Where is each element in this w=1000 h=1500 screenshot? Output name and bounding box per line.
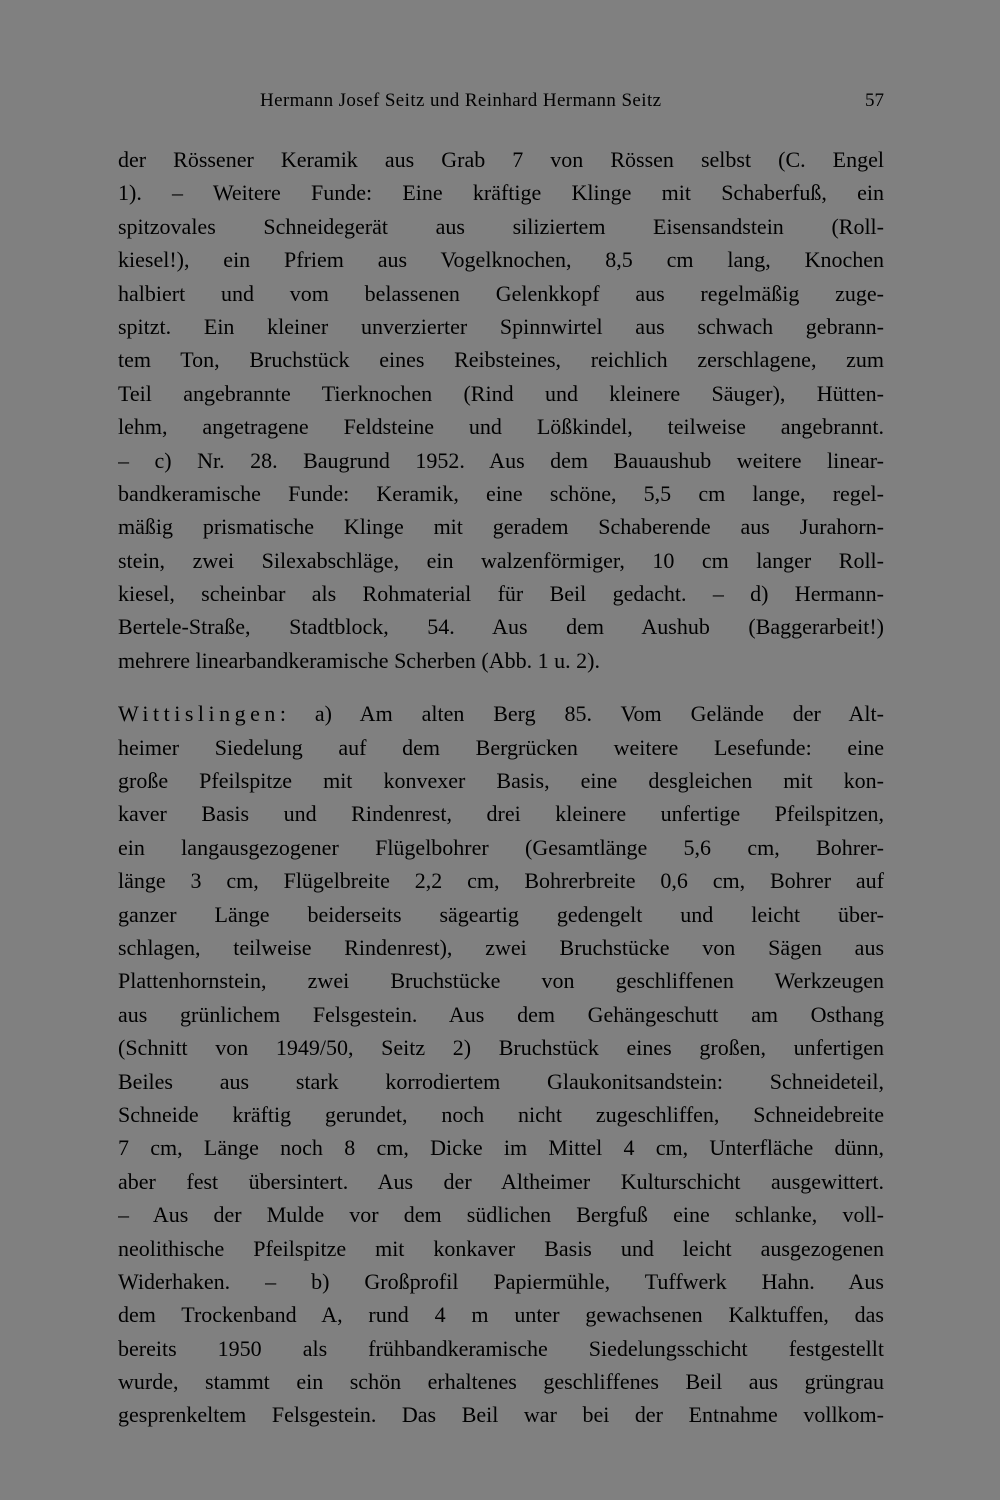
text-line: – c) Nr. 28. Baugrund 1952. Aus dem Bauaushub weitere linear-: [118, 447, 884, 473]
text-line: neolithische Pfeilspitze mit konkaver Basis und leicht ausgezogenen: [118, 1235, 884, 1261]
text-line: wurde, stammt ein schön erhaltenes geschliffenes Beil aus grüngrau: [118, 1369, 884, 1395]
running-title: Hermann Josef Seitz und Reinhard Hermann Seitz: [260, 90, 662, 111]
body-text: [118, 143, 884, 1432]
text-line: ein langausgezogener Flügelbohrer (Gesamtlänge 5,6 cm, Bohrer-: [118, 834, 884, 860]
text-line: große Pfeilspitze mit konvexer Basis, eine desgleichen mit kon-: [118, 768, 884, 794]
text-line: ganzer Länge beiderseits sägeartig gedengelt und leicht über-: [118, 901, 884, 927]
text-line: kiesel!), ein Pfriem aus Vogelknochen, 8,5 cm lang, Knochen: [118, 247, 884, 273]
text-line: 1). – Weitere Funde: Eine kräftige Klinge mit Schaberfuß, ein: [118, 180, 884, 206]
page-number: 57: [865, 90, 884, 111]
text-line: Beiles aus stark korrodiertem Glaukonitsandstein: Schneideteil,: [118, 1068, 884, 1094]
paragraph-spacer: [118, 677, 884, 697]
text-line: heimer Siedelung auf dem Bergrücken weitere Lesefunde: eine: [118, 734, 884, 760]
text-line: Teil angebrannte Tierknochen (Rind und kleinere Säuger), Hütten-: [118, 380, 884, 406]
text-line: Schneide kräftig gerundet, noch nicht zugeschliffen, Schneidebreite: [118, 1101, 884, 1127]
text-line: der Rössener Keramik aus Grab 7 von Rössen selbst (C. Engel: [118, 147, 884, 172]
text-line: mäßig prismatische Klinge mit geradem Schaberende aus Jurahorn-: [118, 514, 884, 540]
text-line: länge 3 cm, Flügelbreite 2,2 cm, Bohrerbreite 0,6 cm, Bohrer auf: [118, 868, 884, 894]
text-line: aber fest übersintert. Aus der Altheimer Kulturschicht ausgewittert.: [118, 1168, 884, 1194]
text-line: spitzt. Ein kleiner unverzierter Spinnwirtel aus schwach gebrann-: [118, 313, 884, 339]
text-line: Bertele-Straße, Stadtblock, 54. Aus dem Aushub (Baggerarbeit!): [118, 614, 884, 640]
text-line: spitzovales Schneidegerät aus siliziertem Eisensandstein (Roll-: [118, 213, 884, 239]
text-line: kaver Basis und Rindenrest, drei kleinere unfertige Pfeilspitzen,: [118, 801, 884, 827]
first-line-rest: : a) Am alten Berg 85. Vom Gelände der Alt-: [279, 701, 884, 727]
text-line: (Schnitt von 1949/50, Seitz 2) Bruchstück eines großen, unfertigen: [118, 1035, 884, 1061]
text-line: halbiert und vom belassenen Gelenkkopf aus regelmäßig zuge-: [118, 280, 884, 306]
text-line: 7 cm, Länge noch 8 cm, Dicke im Mittel 4 cm, Unterfläche dünn,: [118, 1135, 884, 1161]
text-line: gesprenkeltem Felsgestein. Das Beil war bei der Entnahme vollkom-: [118, 1402, 884, 1428]
text-line: Plattenhornstein, zwei Bruchstücke von geschliffenen Werkzeugen: [118, 968, 884, 994]
text-line: schlagen, teilweise Rindenrest), zwei Bruchstücke von Sägen aus: [118, 934, 884, 960]
place-name: Wittislingen: [118, 701, 280, 727]
text-line: – Aus der Mulde vor dem südlichen Bergfuß eine schlanke, voll-: [118, 1202, 884, 1228]
text-line: Widerhaken. – b) Großprofil Papiermühle, Tuffwerk Hahn. Aus: [118, 1268, 884, 1294]
text-line: bandkeramische Funde: Keramik, eine schöne, 5,5 cm lange, regel-: [118, 480, 884, 506]
running-head: [118, 90, 884, 120]
text-line: mehrere linearbandkeramische Scherben (Abb. 1 u. 2).: [118, 647, 600, 673]
paragraph-2: [118, 697, 884, 1432]
text-line: [118, 697, 884, 730]
text-line: tem Ton, Bruchstück eines Reibsteines, reichlich zerschlagene, zum: [118, 347, 884, 373]
paragraph-1: [118, 143, 884, 677]
text-line: lehm, angetragene Feldsteine und Lößkindel, teilweise angebrannt.: [118, 414, 884, 440]
text-line: aus grünlichem Felsgestein. Aus dem Gehängeschutt am Osthang: [118, 1001, 884, 1027]
text-line: stein, zwei Silexabschläge, ein walzenförmiger, 10 cm langer Roll-: [118, 547, 884, 573]
text-line: dem Trockenband A, rund 4 m unter gewachsenen Kalktuffen, das: [118, 1302, 884, 1328]
text-line: bereits 1950 als frühbandkeramische Siedelungsschicht festgestellt: [118, 1335, 884, 1361]
text-line: kiesel, scheinbar als Rohmaterial für Beil gedacht. – d) Hermann-: [118, 581, 884, 607]
